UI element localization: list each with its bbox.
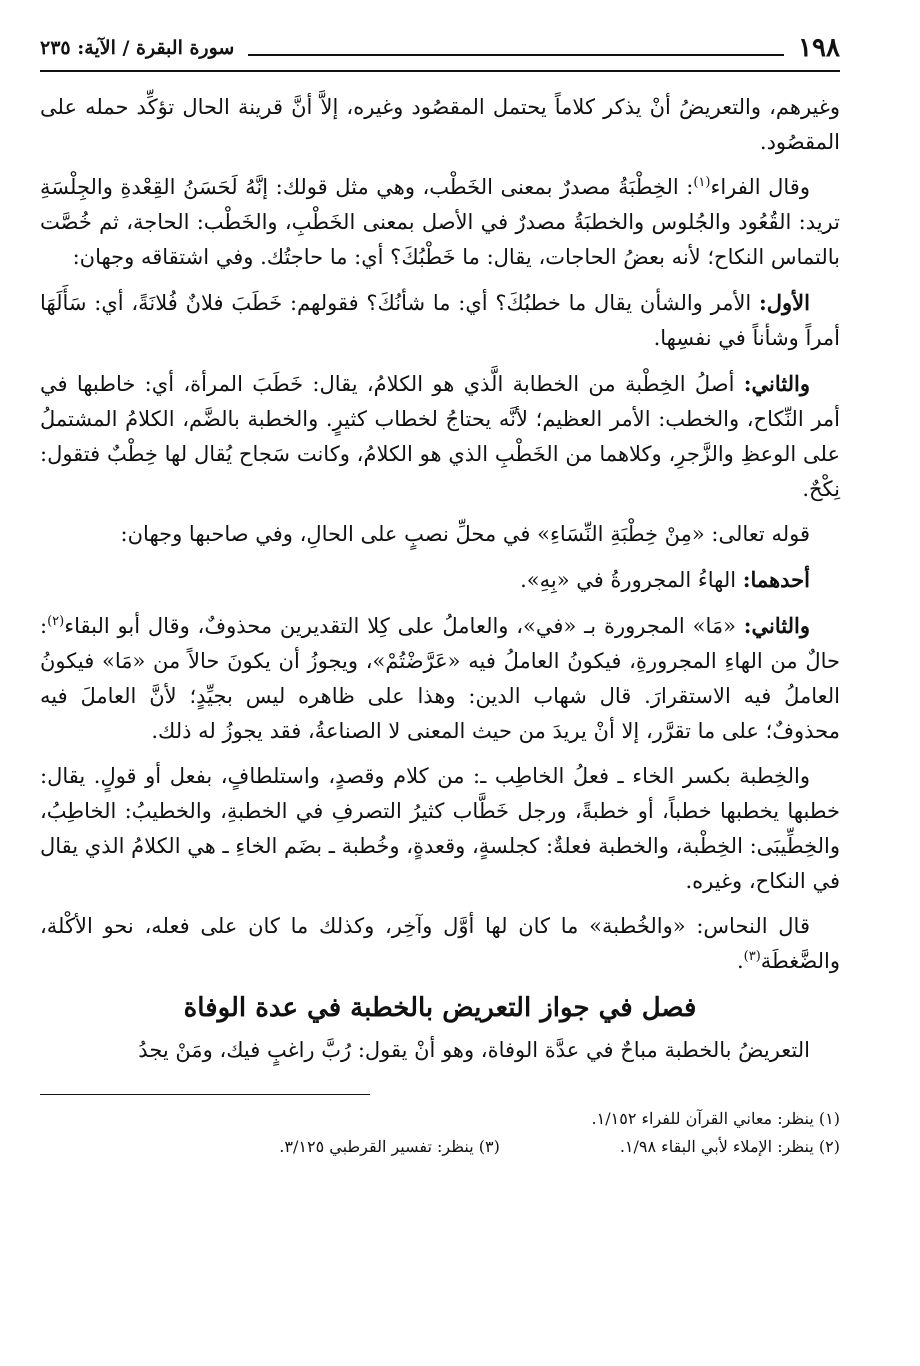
footnote-ref: (٢) (47, 614, 65, 629)
header-rule (248, 40, 784, 56)
footnote: (١) ينظر: معاني القرآن للفراء ١/١٥٢. (591, 1109, 840, 1128)
paragraph: والثاني: «مَا» المجرورة بـ «في»، والعاملُ على كِلا التقديرين محذوفٌ، وقال أبو البقاء$^{(٢)}$: حالٌ من الهاءِ المجرورةِ، فيكونُ العاملُ فيه «عَرَّضْتُمْ»، ويجوزُ أن يكونَ حالاً من «مَا» فيكونُ العاملُ فيه الاستقرارَ. قال شهاب الدين: وهذا على ظاهره ليس بجيِّدٍ؛ لأنَّ العاملَ فيه محذوفٌ؛ على ما تقرَّر، إلا أنْ يريدَ من حيث المعنى لا الصناعةُ، فقد يجوزُ له ذلك. (40, 613, 840, 743)
page-header (40, 30, 840, 72)
section-paragraph: التعريضُ بالخطبة مباحٌ في عدَّة الوفاة، وهو أنْ يقول: رُبَّ راغبٍ فيك، ومَنْ يجدُ (138, 1038, 810, 1062)
footnote-divider (40, 1094, 370, 1095)
paragraph: قوله تعالى: «مِنْ خِطْبَةِ النِّسَاءِ» في محلِّ نصبٍ على الحالِ، وفي صاحبها وجهان: (120, 522, 810, 546)
paragraph: والثاني: أصلُ الخِطْبة من الخطابة الَّذي هو الكلامُ، يقال: خَطَبَ المرأة، أي: خاطبها في أمر النِّكاح، والخطب: الأمر العظيم؛ لأنَّه يحتاجُ لخطاب كثيرٍ. والخطبة بالضَّم، الكلامُ المشتملُ على الوعظِ والزَّجرِ، وكلاهما من الخَطْبِ الذي هو الكلامُ، وكانت سَجاح يُقال لها خِطْبٌ فتقول: نِكْحٌ. (40, 371, 840, 501)
footnote: (٢) ينظر: الإملاء لأبي البقاء ١/٩٨. (619, 1137, 840, 1156)
footnote-ref: (٣) (743, 949, 761, 964)
footnote-ref: (١) (693, 175, 711, 190)
footnote: (٣) ينظر: تفسير القرطبي ٣/١٢٥. (279, 1137, 500, 1156)
page-number: ١٩٨ (798, 33, 840, 63)
running-head: سورة البقرة / الآية: ٢٣٥ (40, 37, 235, 59)
paragraph: وقال الفراء$^{(١)}$: الخِطْبَةُ مصدرٌ بمعنى الخَطْب، وهي مثل قولك: إنَّهُ لَحَسَنُ القِعْدةِ والجِلْسَةِ تريد: القُعُود والجُلوس والخطبَةُ مصدرٌ في الأصل بمعنى الخَطْبِ، والخَطْب: الحاجة، ثم خُصَّت بالتماس النكاح؛ لأنه بعضُ الحاجات، يقال: ما خَطْبُكَ؟ أي: ما حاجتُك. وفي اشتقاقه وجهان: (40, 175, 840, 269)
paragraph: قال النحاس: «والخُطبة» ما كان لها أوَّل وآخِر، وكذلك ما كان على فعله، نحو الأكْلة، والضَّغطَة$^{(٣)}$. (40, 914, 840, 973)
footnotes (40, 1105, 840, 1161)
paragraph: الأول: الأمر والشأن يقال ما خطبُكَ؟ أي: ما شأنُكَ؟ فقولهم: خَطَبَ فلانٌ فُلانَةً، أي: سَأَلَهَا أمراً وشأناً في نفسِها. (40, 290, 840, 350)
page-body (40, 90, 840, 1161)
paragraph: والخِطبة بكسر الخاء ـ فعلُ الخاطِب ـ: من كلام وقصدٍ، واستلطافٍ، بفعل أو قولٍ. يقال: خطبها يخطبها خطباً، أو خطبةً، ورجل خَطَّاب كثيرُ التصرفِ في الخطبةِ، والخطيبُ: الخاطِبُ، والخِطِّيبَى: الخِطْبة، والخطبة فعلةٌ: كجلسةٍ، وقعدةٍ، وخُطبة ـ بضَم الخاءِ ـ هي الكلامُ الذي يقال في النكاح، وغيره. (40, 764, 840, 893)
section-title: فصل في جواز التعريض بالخطبة في عدة الوفاة (183, 993, 697, 1023)
paragraph: أحدهما: الهاءُ المجرورةُ في «بِهِ». (520, 567, 810, 592)
book-page (40, 30, 840, 1340)
paragraph: وغيرهم، والتعريضُ أنْ يذكر كلاماً يحتمل المقصُود وغيره، إلاَّ أنَّ قرينة الحال تؤكِّد حمله على المقصُود. (40, 95, 840, 154)
